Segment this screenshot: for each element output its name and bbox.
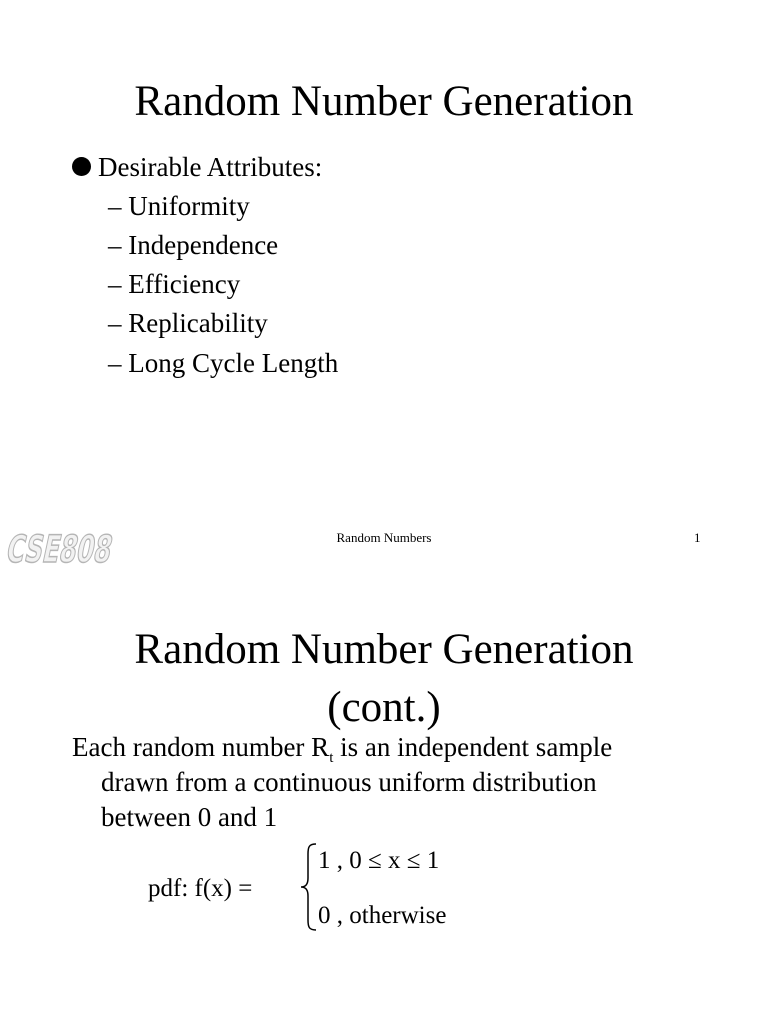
slide1-item-independence: – Independence — [108, 230, 279, 260]
slide1-title: Random Number Generation — [134, 78, 634, 125]
slide1-item-long-cycle-length: – Long Cycle Length — [108, 348, 339, 378]
slide2-body-line2: drawn from a continuous uniform distribution — [101, 767, 597, 797]
subscript-t: t — [329, 750, 334, 766]
slide2-body-line3: between 0 and 1 — [101, 802, 278, 832]
pdf-case-2: 0 , otherwise — [318, 902, 447, 929]
left-brace-icon — [300, 842, 318, 932]
slide2-title: Random Number Generation — [134, 626, 634, 673]
svg-text:CSE808: CSE808 — [2, 527, 117, 572]
slide1-item-efficiency: – Efficiency — [108, 269, 241, 299]
slide2-title-cont: (cont.) — [327, 684, 441, 731]
body-text-pre: Each random number R — [72, 732, 330, 762]
pdf-case-1: 1 , 0 ≤ x ≤ 1 — [318, 847, 440, 874]
footer-title: Random Numbers — [336, 530, 432, 545]
pdf-label: pdf: f(x) = — [148, 875, 253, 902]
bullet-dot-icon — [72, 157, 91, 176]
body-text-post: is an independent sample — [333, 732, 613, 762]
slide1-bullet-text: Desirable Attributes: — [98, 152, 323, 182]
slide1-item-replicability: – Replicability — [108, 308, 268, 338]
page-number: 1 — [694, 530, 701, 545]
slide1-item-uniformity: – Uniformity — [108, 191, 250, 221]
slide1-bullet — [72, 150, 322, 184]
